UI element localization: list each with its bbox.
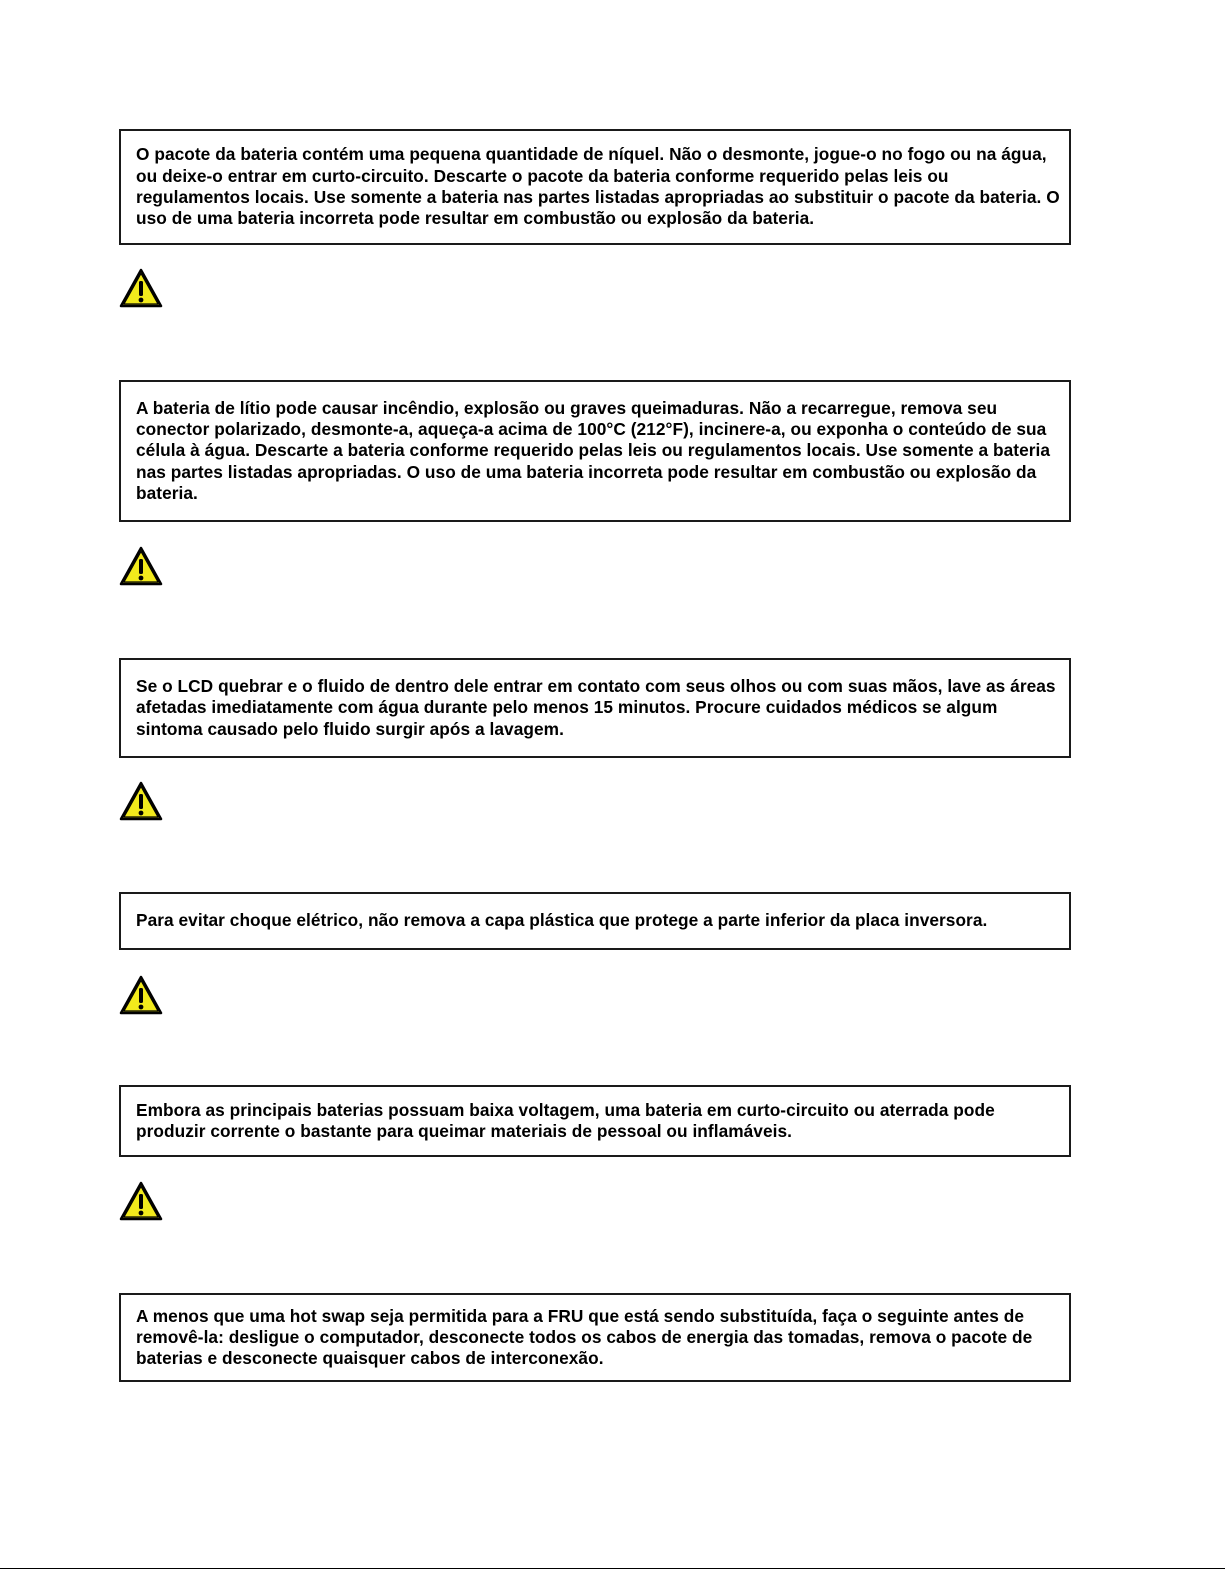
caution-notice-text: A menos que uma hot swap seja permitida para a FRU que está sendo substituída, faça o seguinte antes de removê-la: desligue o computador, desconecte todos os cabos de energia das tomadas, remova o pacote de baterias e desconecte quaisquer cabos de interconexão. (136, 1305, 1033, 1369)
caution-notice-text: Embora as principais baterias possuam baixa voltagem, uma bateria em curto-circuito ou aterrada pode produzir corrente o bastante para queimar materiais de pessoal ou inflamáveis. (136, 1099, 995, 1141)
warning-triangle-icon (119, 975, 163, 1015)
caution-notice-box (119, 129, 1071, 245)
caution-notice-text: O pacote da bateria contém uma pequena quantidade de níquel. Não o desmonte, jogue-o no fogo ou na água, ou deixe-o entrar em curto-circuito. Descarte o pacote da bateria conforme requerido pelas leis ou regulamentos locais. Use somente a bateria nas partes listadas apropriadas ao substituir o pacote da bateria. O uso de uma bateria incorreta pode resultar em combustão ou explosão da bateria. (136, 144, 1060, 229)
warning-triangle-icon (119, 268, 163, 308)
caution-notice-box (119, 380, 1071, 522)
warning-triangle-icon (119, 781, 163, 821)
caution-notice-box (119, 1085, 1071, 1157)
caution-notice-box (119, 658, 1071, 758)
page-bottom-rule (0, 1568, 1225, 1569)
caution-notice-text: Para evitar choque elétrico, não remova a capa plástica que protege a parte inferior da placa inversora. (136, 910, 988, 931)
caution-notice-box (119, 892, 1071, 950)
caution-notice-text: Se o LCD quebrar e o fluido de dentro dele entrar em contato com seus olhos ou com suas mãos, lave as áreas afetadas imediatamente com água durante pelo menos 15 minutos. Procure cuidados médicos se algum sintoma causado pelo fluido surgir após a lavagem. (136, 676, 1056, 739)
caution-notice-text: A bateria de lítio pode causar incêndio, explosão ou graves queimaduras. Não a recarregue, remova seu conector polarizado, desmonte-a, aqueça-a acima de 100°C (212°F), incinere-a, ou exponha o conteúdo de sua célula à água. Descarte a bateria conforme requerido pelas leis ou regulamentos locais. Use somente a bateria nas partes listadas apropriadas. O uso de uma bateria incorreta pode resultar em combustão ou explosão da bateria. (136, 397, 1051, 503)
warning-triangle-icon (119, 546, 163, 586)
caution-notice-box (119, 1293, 1071, 1382)
warning-triangle-icon (119, 1181, 163, 1221)
